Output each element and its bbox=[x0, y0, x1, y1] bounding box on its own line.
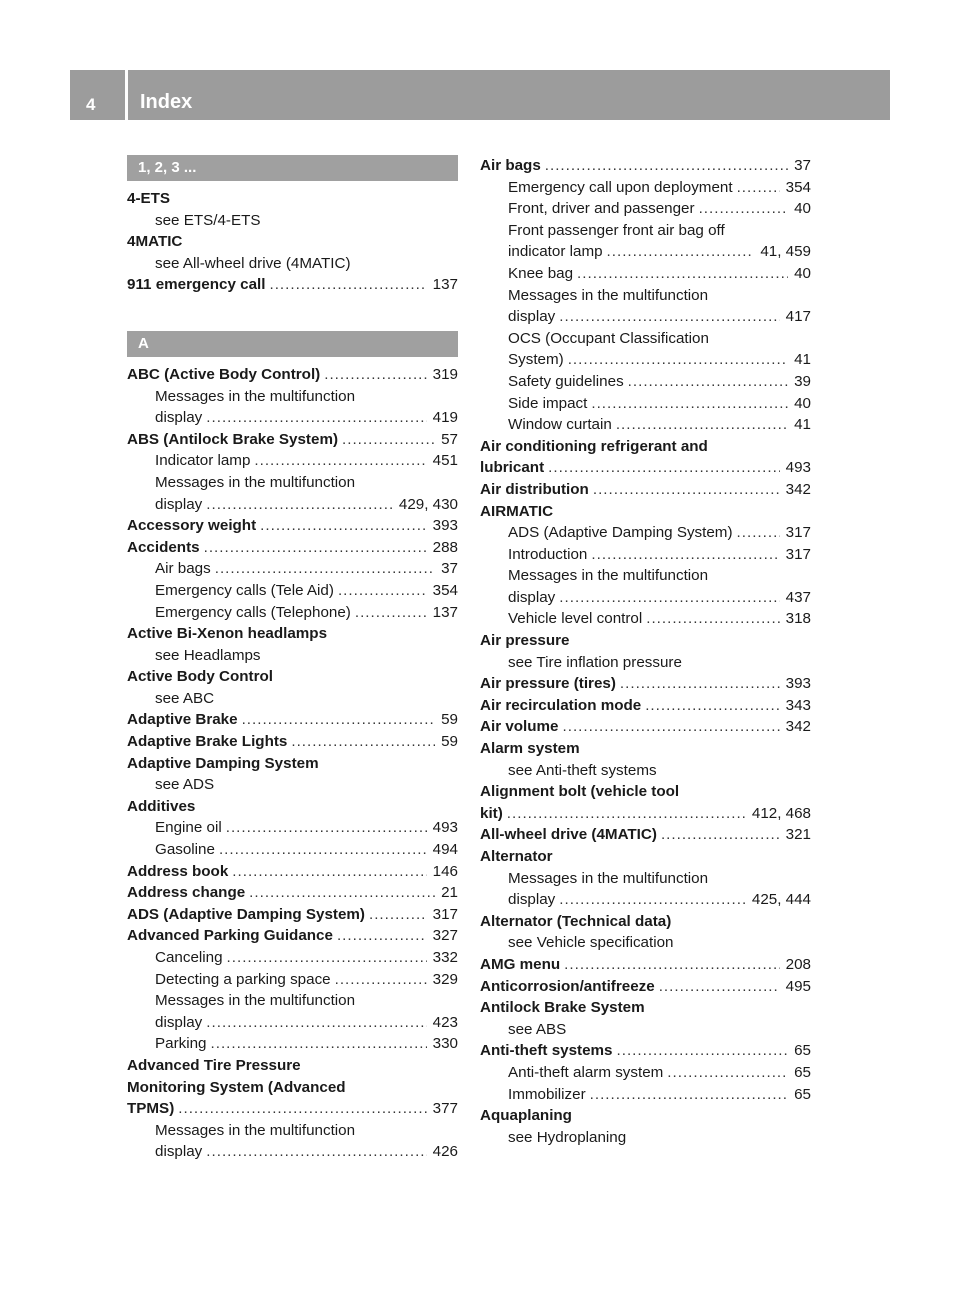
entry-term: display bbox=[155, 495, 203, 513]
dot-leader bbox=[219, 839, 427, 861]
index-entry bbox=[480, 781, 811, 803]
entry-page-ref: 137 bbox=[432, 276, 458, 294]
entry-page-ref: 40 bbox=[794, 200, 811, 218]
index-subentry bbox=[480, 306, 811, 328]
entry-page-ref: 493 bbox=[432, 819, 458, 837]
entry-term: Air bags bbox=[480, 157, 541, 174]
entry-term: Detecting a parking space bbox=[155, 970, 331, 988]
entry-term: Advanced Tire Pressure bbox=[127, 1056, 301, 1074]
dot-leader bbox=[737, 522, 780, 544]
dot-leader bbox=[590, 1084, 788, 1106]
index-entry bbox=[480, 673, 811, 695]
section-gap bbox=[127, 296, 458, 331]
dot-leader bbox=[324, 364, 426, 386]
dot-leader bbox=[178, 1098, 426, 1120]
index-entry bbox=[480, 630, 811, 652]
dot-leader bbox=[249, 882, 435, 904]
index-subentry bbox=[127, 253, 458, 275]
index-subentry bbox=[127, 817, 458, 839]
entry-term: Anti-theft systems bbox=[480, 1042, 613, 1060]
entry-term: see Tire inflation pressure bbox=[508, 653, 682, 671]
entry-term: System) bbox=[508, 351, 564, 369]
dot-leader bbox=[616, 414, 788, 436]
index-entry bbox=[480, 846, 811, 868]
entry-term: Air recirculation mode bbox=[480, 696, 642, 714]
dot-leader bbox=[355, 602, 427, 624]
index-entry bbox=[127, 731, 458, 753]
dot-leader bbox=[269, 274, 426, 296]
index-column-left bbox=[127, 155, 458, 1163]
index-entry bbox=[480, 436, 811, 458]
entry-term: Aquaplaning bbox=[480, 1107, 572, 1125]
index-entry bbox=[127, 753, 458, 775]
dot-leader bbox=[620, 673, 780, 695]
entry-page-ref: 317 bbox=[785, 524, 811, 542]
entry-term: Antilock Brake System bbox=[480, 999, 645, 1017]
entry-term: lubricant bbox=[480, 459, 545, 477]
entry-term: Advanced Parking Guidance bbox=[127, 927, 333, 945]
index-subentry bbox=[480, 1062, 811, 1084]
entry-term: Alarm system bbox=[480, 740, 580, 758]
entry-term: Address change bbox=[127, 884, 246, 902]
dot-leader bbox=[563, 716, 780, 738]
entry-term: Adaptive Brake bbox=[127, 711, 238, 729]
dot-leader bbox=[667, 1062, 788, 1084]
entry-term: Messages in the multifunction bbox=[508, 869, 709, 887]
entry-term: Messages in the multifunction bbox=[155, 473, 356, 491]
index-subentry bbox=[127, 990, 458, 1012]
entry-term: 911 emergency call bbox=[127, 276, 266, 294]
dot-leader bbox=[211, 1033, 427, 1055]
index-subentry bbox=[480, 544, 811, 566]
entry-page-ref: 37 bbox=[441, 560, 458, 578]
index-entry bbox=[480, 803, 811, 825]
index-subentry bbox=[480, 393, 811, 415]
dot-leader bbox=[577, 263, 788, 285]
entry-term: Active Body Control bbox=[127, 668, 273, 686]
entry-page-ref: 40 bbox=[794, 264, 811, 282]
index-entry bbox=[127, 515, 458, 537]
index-subentry bbox=[480, 1127, 811, 1149]
index-entry bbox=[127, 537, 458, 559]
entry-term: see Anti-theft systems bbox=[508, 761, 657, 779]
entry-term: display bbox=[508, 588, 556, 606]
entry-term: Canceling bbox=[155, 949, 223, 966]
entry-page-ref: 393 bbox=[785, 675, 811, 693]
entry-term: see Headlamps bbox=[155, 646, 261, 664]
index-subentry bbox=[480, 349, 811, 371]
entry-page-ref: 343 bbox=[785, 696, 811, 714]
entry-term: display bbox=[155, 1143, 203, 1161]
index-entry bbox=[480, 695, 811, 717]
dot-leader bbox=[338, 580, 427, 602]
entry-term: see Hydroplaning bbox=[508, 1128, 627, 1146]
entry-page-ref: 327 bbox=[432, 927, 458, 945]
dot-leader bbox=[204, 537, 427, 559]
index-subentry bbox=[127, 472, 458, 494]
entry-term: indicator lamp bbox=[508, 243, 603, 261]
dot-leader bbox=[227, 947, 427, 969]
entry-term: Adaptive Brake Lights bbox=[127, 733, 288, 751]
index-entry bbox=[127, 882, 458, 904]
index-entry bbox=[480, 954, 811, 976]
index-subentry bbox=[127, 839, 458, 861]
index-subentry bbox=[127, 645, 458, 667]
index-subentry bbox=[127, 947, 458, 969]
dot-leader bbox=[215, 558, 435, 580]
dot-leader bbox=[545, 155, 788, 177]
entry-term: Engine oil bbox=[155, 819, 222, 837]
entry-page-ref: 137 bbox=[432, 603, 458, 621]
entry-page-ref: 493 bbox=[785, 459, 811, 477]
index-subentry bbox=[127, 407, 458, 429]
entry-page-ref: 317 bbox=[785, 545, 811, 563]
entry-term: display bbox=[508, 891, 556, 909]
entry-page-ref: 59 bbox=[441, 733, 458, 751]
index-entry bbox=[127, 1098, 458, 1120]
entry-page-ref: 494 bbox=[432, 841, 458, 859]
entry-page-ref: 41, 459 bbox=[760, 243, 811, 261]
entry-page-ref: 330 bbox=[432, 1035, 458, 1053]
dot-leader bbox=[242, 709, 436, 731]
index-subentry bbox=[480, 608, 811, 630]
entry-page-ref: 495 bbox=[785, 977, 811, 995]
index-subentry bbox=[127, 558, 458, 580]
dot-leader bbox=[548, 457, 780, 479]
entry-term: OCS (Occupant Classification bbox=[508, 329, 709, 347]
index-entry bbox=[480, 501, 811, 523]
index-subentry bbox=[480, 285, 811, 307]
entry-page-ref: 329 bbox=[432, 970, 458, 988]
entry-term: Safety guidelines bbox=[508, 372, 624, 390]
index-subentry bbox=[127, 580, 458, 602]
index-subentry bbox=[480, 177, 811, 199]
entry-page-ref: 146 bbox=[432, 862, 458, 880]
dot-leader bbox=[337, 925, 427, 947]
index-entry bbox=[480, 1105, 811, 1127]
entry-page-ref: 21 bbox=[441, 884, 458, 902]
index-entry bbox=[480, 457, 811, 479]
index-entry bbox=[480, 824, 811, 846]
entry-term: Address book bbox=[127, 862, 229, 880]
entry-term: 4MATIC bbox=[127, 233, 183, 251]
dot-leader bbox=[591, 393, 788, 415]
section-heading: 1, 2, 3 ... bbox=[127, 155, 458, 181]
dot-leader bbox=[568, 349, 788, 371]
entry-page-ref: 437 bbox=[785, 588, 811, 606]
entry-page-ref: 39 bbox=[794, 372, 811, 390]
index-entry bbox=[480, 738, 811, 760]
entry-page-ref: 288 bbox=[432, 538, 458, 556]
index-entry bbox=[480, 976, 811, 998]
entry-term: Introduction bbox=[508, 545, 588, 563]
index-subentry bbox=[480, 889, 811, 911]
index-subentry bbox=[480, 652, 811, 674]
index-subentry bbox=[127, 386, 458, 408]
index-subentry bbox=[480, 1019, 811, 1041]
entry-term: Alternator bbox=[480, 848, 553, 865]
entry-term: Adaptive Damping System bbox=[127, 754, 319, 772]
dot-leader bbox=[607, 241, 755, 263]
index-subentry bbox=[127, 1033, 458, 1055]
entry-term: Emergency calls (Tele Aid) bbox=[155, 581, 334, 599]
entry-term: Gasoline bbox=[155, 841, 215, 859]
entry-term: display bbox=[155, 1013, 203, 1031]
index-entry bbox=[127, 364, 458, 386]
entry-term: Air distribution bbox=[480, 480, 589, 498]
dot-leader bbox=[559, 889, 746, 911]
entry-page-ref: 417 bbox=[785, 308, 811, 326]
index-subentry bbox=[480, 371, 811, 393]
index-subentry bbox=[127, 1120, 458, 1142]
dot-leader bbox=[260, 515, 427, 537]
index-subentry bbox=[480, 263, 811, 285]
header-bar bbox=[70, 70, 890, 120]
entry-page-ref: 342 bbox=[785, 718, 811, 736]
entry-page-ref: 342 bbox=[785, 480, 811, 498]
index-subentry bbox=[480, 1084, 811, 1106]
entry-term: Air volume bbox=[480, 718, 559, 736]
index-entry bbox=[127, 1055, 458, 1077]
dot-leader bbox=[206, 1012, 426, 1034]
index-subentry bbox=[480, 868, 811, 890]
dot-leader bbox=[369, 904, 427, 926]
entry-term: see ABC bbox=[155, 689, 215, 707]
entry-term: Accessory weight bbox=[127, 517, 257, 535]
dot-leader bbox=[254, 450, 426, 472]
dot-leader bbox=[232, 861, 426, 883]
index-entry bbox=[127, 623, 458, 645]
index-entry bbox=[127, 796, 458, 818]
index-entry bbox=[480, 911, 811, 933]
entry-term: Messages in the multifunction bbox=[155, 1121, 356, 1139]
entry-page-ref: 426 bbox=[432, 1143, 458, 1161]
entry-term: ABC (Active Body Control) bbox=[127, 365, 321, 383]
index-entry bbox=[127, 925, 458, 947]
index-subentry bbox=[127, 688, 458, 710]
entry-term: see Vehicle specification bbox=[508, 934, 674, 952]
dot-leader bbox=[507, 803, 746, 825]
index-entry bbox=[480, 479, 811, 501]
index-entry bbox=[127, 709, 458, 731]
dot-leader bbox=[564, 954, 779, 976]
index-subentry bbox=[480, 932, 811, 954]
entry-page-ref: 451 bbox=[432, 452, 458, 470]
index-subentry bbox=[480, 760, 811, 782]
index-entry bbox=[127, 666, 458, 688]
entry-page-ref: 429, 430 bbox=[398, 495, 458, 513]
index-entry bbox=[127, 904, 458, 926]
entry-term: Parking bbox=[155, 1035, 207, 1053]
entry-page-ref: 393 bbox=[432, 517, 458, 535]
entry-page-ref: 377 bbox=[432, 1100, 458, 1118]
entry-page-ref: 412, 468 bbox=[751, 804, 811, 822]
entry-page-ref: 41 bbox=[794, 351, 811, 369]
entry-page-ref: 59 bbox=[441, 711, 458, 729]
index-subentry bbox=[480, 241, 811, 263]
entry-term: see ABS bbox=[508, 1020, 567, 1038]
index-entry bbox=[127, 1077, 458, 1099]
entry-term: Monitoring System (Advanced bbox=[127, 1078, 346, 1096]
entry-term: see ADS bbox=[155, 776, 215, 794]
entry-term: All-wheel drive (4MATIC) bbox=[480, 826, 657, 844]
entry-page-ref: 321 bbox=[785, 826, 811, 844]
dot-leader bbox=[291, 731, 435, 753]
entry-term: ADS (Adaptive Damping System) bbox=[127, 905, 365, 923]
entry-page-ref: 57 bbox=[441, 430, 458, 448]
entry-term: Anticorrosion/antifreeze bbox=[480, 977, 655, 995]
index-entry bbox=[127, 861, 458, 883]
dot-leader bbox=[559, 306, 779, 328]
entry-term: display bbox=[508, 308, 556, 326]
entry-term: Alignment bolt (vehicle tool bbox=[480, 783, 680, 801]
dot-leader bbox=[591, 544, 779, 566]
index-subentry bbox=[127, 494, 458, 516]
page-title: Index bbox=[140, 91, 193, 113]
dot-leader bbox=[699, 198, 789, 220]
entry-term: see All-wheel drive (4MATIC) bbox=[155, 254, 351, 272]
entry-page-ref: 317 bbox=[432, 905, 458, 923]
index-subentry bbox=[480, 522, 811, 544]
index-subentry bbox=[480, 587, 811, 609]
entry-term: see ETS/4-ETS bbox=[155, 211, 261, 229]
dot-leader bbox=[206, 494, 393, 516]
entry-term: AIRMATIC bbox=[480, 502, 554, 520]
entry-page-ref: 40 bbox=[794, 394, 811, 412]
dot-leader bbox=[226, 817, 427, 839]
entry-term: TPMS) bbox=[127, 1100, 175, 1118]
entry-term: Side impact bbox=[508, 394, 588, 412]
index-subentry bbox=[127, 450, 458, 472]
index-subentry bbox=[127, 1141, 458, 1163]
entry-term: Air pressure bbox=[480, 632, 570, 650]
index-entry bbox=[127, 274, 458, 296]
index-entry bbox=[127, 429, 458, 451]
entry-page-ref: 41 bbox=[794, 416, 811, 434]
entry-term: Alternator (Technical data) bbox=[480, 912, 672, 930]
index-subentry bbox=[480, 565, 811, 587]
dot-leader bbox=[335, 969, 427, 991]
dot-leader bbox=[737, 177, 780, 199]
entry-term: Knee bag bbox=[508, 264, 574, 282]
entry-term: ADS (Adaptive Damping System) bbox=[508, 524, 733, 542]
entry-page-ref: 319 bbox=[432, 365, 458, 383]
dot-leader bbox=[593, 479, 780, 501]
entry-term: AMG menu bbox=[480, 955, 561, 973]
entry-term: Indicator lamp bbox=[155, 452, 251, 470]
entry-term: Emergency call upon deployment bbox=[508, 178, 733, 196]
entry-term: Anti-theft alarm system bbox=[508, 1063, 664, 1081]
entry-page-ref: 65 bbox=[794, 1042, 811, 1060]
header-divider bbox=[125, 70, 128, 120]
entry-page-ref: 354 bbox=[432, 581, 458, 599]
index-entry bbox=[480, 155, 811, 177]
entry-term: Messages in the multifunction bbox=[155, 992, 356, 1010]
entry-term: Accidents bbox=[127, 538, 200, 556]
dot-leader bbox=[559, 587, 779, 609]
index-subentry bbox=[127, 969, 458, 991]
index-subentry bbox=[480, 220, 811, 242]
entry-term: Immobilizer bbox=[508, 1085, 586, 1103]
index-subentry bbox=[127, 1012, 458, 1034]
index-column-right bbox=[480, 155, 811, 1148]
entry-term: display bbox=[155, 409, 203, 427]
dot-leader bbox=[206, 407, 426, 429]
entry-page-ref: 354 bbox=[785, 178, 811, 196]
entry-term: ABS (Antilock Brake System) bbox=[127, 430, 339, 448]
dot-leader bbox=[645, 695, 779, 717]
dot-leader bbox=[628, 371, 788, 393]
entry-term: Air pressure (tires) bbox=[480, 675, 616, 693]
index-entry bbox=[480, 1040, 811, 1062]
entry-term: Window curtain bbox=[508, 416, 612, 434]
dot-leader bbox=[659, 976, 780, 998]
entry-term: Air conditioning refrigerant and bbox=[480, 437, 708, 455]
entry-page-ref: 423 bbox=[432, 1013, 458, 1031]
dot-leader bbox=[206, 1141, 426, 1163]
entry-term: 4-ETS bbox=[127, 190, 171, 207]
entry-page-ref: 318 bbox=[785, 610, 811, 628]
dot-leader bbox=[661, 824, 780, 846]
entry-page-ref: 425, 444 bbox=[751, 891, 811, 909]
dot-leader bbox=[342, 429, 435, 451]
entry-page-ref: 419 bbox=[432, 409, 458, 427]
index-entry bbox=[127, 188, 458, 210]
entry-term: Front passenger front air bag off bbox=[508, 221, 725, 239]
dot-leader bbox=[617, 1040, 789, 1062]
entry-term: Messages in the multifunction bbox=[155, 387, 356, 405]
entry-term: Messages in the multifunction bbox=[508, 286, 709, 304]
entry-page-ref: 208 bbox=[785, 955, 811, 973]
entry-term: Additives bbox=[127, 797, 196, 815]
index-entry bbox=[480, 997, 811, 1019]
dot-leader bbox=[646, 608, 779, 630]
section-heading: A bbox=[127, 331, 458, 357]
index-subentry bbox=[480, 414, 811, 436]
entry-page-ref: 65 bbox=[794, 1085, 811, 1103]
entry-page-ref: 332 bbox=[432, 949, 458, 966]
entry-term: kit) bbox=[480, 804, 503, 822]
entry-page-ref: 37 bbox=[794, 157, 811, 174]
index-entry bbox=[480, 716, 811, 738]
entry-term: Emergency calls (Telephone) bbox=[155, 603, 351, 621]
index-entry bbox=[127, 231, 458, 253]
entry-term: Messages in the multifunction bbox=[508, 567, 709, 585]
page-number: 4 bbox=[86, 95, 96, 114]
entry-page-ref: 65 bbox=[794, 1063, 811, 1081]
index-subentry bbox=[127, 774, 458, 796]
index-subentry bbox=[480, 328, 811, 350]
entry-term: Front, driver and passenger bbox=[508, 200, 695, 218]
entry-term: Vehicle level control bbox=[508, 610, 643, 628]
index-subentry bbox=[127, 210, 458, 232]
index-subentry bbox=[480, 198, 811, 220]
entry-term: Active Bi-Xenon headlamps bbox=[127, 625, 328, 643]
entry-term: Air bags bbox=[155, 560, 211, 578]
index-subentry bbox=[127, 602, 458, 624]
